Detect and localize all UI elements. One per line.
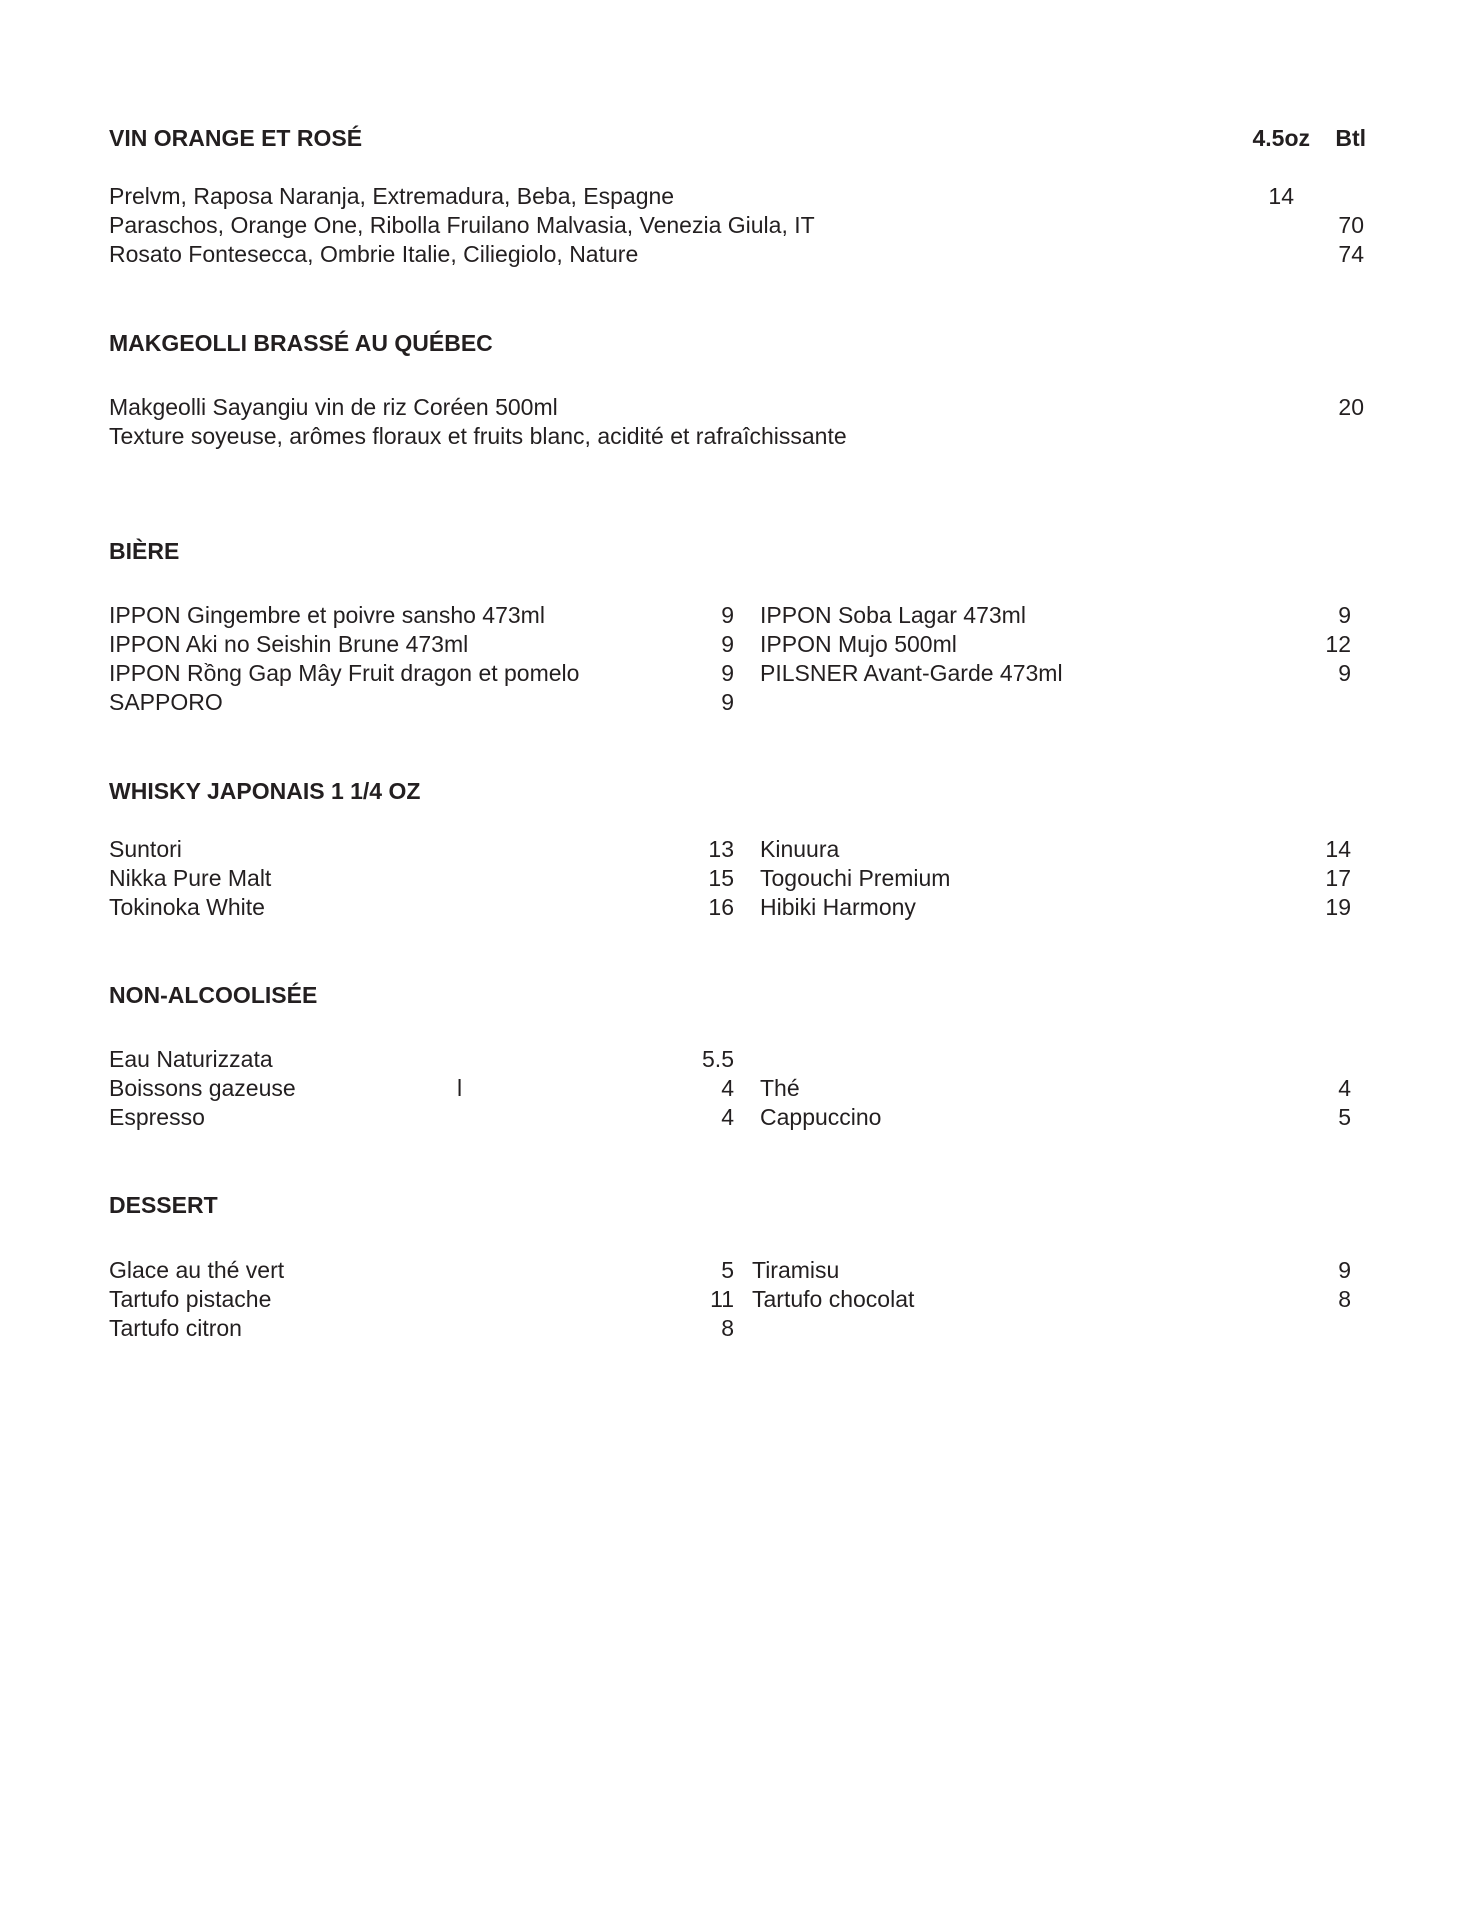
dessert-item-price: 5 [721, 1257, 734, 1283]
wine-item-bottle-price: 70 [1338, 212, 1364, 238]
whisky-item-price: 17 [1325, 865, 1351, 891]
drink-item-price: 4 [721, 1104, 734, 1130]
whisky-item-name: Togouchi Premium [760, 865, 951, 891]
wine-item-bottle-price: 74 [1338, 241, 1364, 267]
beer-item-price: 9 [721, 602, 734, 628]
whisky-item-price: 14 [1325, 836, 1351, 862]
drink-item-name: Boissons gazeuse [109, 1075, 296, 1101]
beer-item-name: IPPON Aki no Seishin Brune 473ml [109, 631, 469, 657]
beer-item-price: 9 [721, 660, 734, 686]
makgeolli-description: Texture soyeuse, arômes floraux et fruits blanc, acidité et rafraîchissante [109, 423, 847, 449]
column-header-bottle: Btl [1335, 125, 1366, 151]
wine-item-name: Paraschos, Orange One, Ribolla Fruilano Malvasia, Venezia Giula, IT [109, 212, 815, 238]
section-heading-dessert: DESSERT [109, 1192, 218, 1218]
beer-item-name: IPPON Rồng Gap Mây Fruit dragon et pomelo [109, 660, 580, 686]
drink-item-name: Espresso [109, 1104, 205, 1130]
whisky-item-price: 15 [708, 865, 734, 891]
beer-item-price: 9 [721, 631, 734, 657]
beer-item-price: 12 [1325, 631, 1351, 657]
section-heading-nonalc: NON-ALCOOLISÉE [109, 982, 318, 1008]
drink-item-price: 4 [721, 1075, 734, 1101]
beer-item-price: 9 [1338, 602, 1351, 628]
section-heading-biere: BIÈRE [109, 538, 180, 564]
whisky-item-price: 16 [708, 894, 734, 920]
drink-item-name: Thé [760, 1075, 800, 1101]
whisky-item-name: Hibiki Harmony [760, 894, 916, 920]
drink-item-price: 4 [1338, 1075, 1351, 1101]
dessert-item-price: 9 [1338, 1257, 1351, 1283]
dessert-item-name: Glace au thé vert [109, 1257, 285, 1283]
section-heading-makgeolli: MAKGEOLLI BRASSÉ AU QUÉBEC [109, 330, 493, 356]
whisky-item-name: Kinuura [760, 836, 840, 862]
drink-item-name: Cappuccino [760, 1104, 882, 1130]
dessert-item-price: 11 [710, 1286, 734, 1312]
makgeolli-name: Makgeolli Sayangiu vin de riz Coréen 500ml [109, 394, 558, 420]
wine-item-glass-price: 14 [1268, 183, 1294, 209]
dessert-item-name: Tiramisu [752, 1257, 840, 1283]
dessert-item-price: 8 [721, 1315, 734, 1341]
column-header-glass: 4.5oz [1252, 125, 1310, 151]
beer-item-price: 9 [721, 689, 734, 715]
wine-item-name: Rosato Fontesecca, Ombrie Italie, Ciliegiolo, Nature [109, 241, 639, 267]
drink-item-name: Eau Naturizzata [109, 1046, 273, 1072]
drink-item-price: 5 [1338, 1104, 1351, 1130]
whisky-item-price: 19 [1325, 894, 1351, 920]
dessert-item-name: Tartufo chocolat [752, 1286, 915, 1312]
dessert-item-name: Tartufo citron [109, 1315, 242, 1341]
whisky-item-name: Nikka Pure Malt [109, 865, 272, 891]
beer-item-name: IPPON Soba Lagar 473ml [760, 602, 1026, 628]
beer-item-name: IPPON Gingembre et poivre sansho 473ml [109, 602, 545, 628]
beer-item-name: PILSNER Avant-Garde 473ml [760, 660, 1063, 686]
drink-item-price: 5.5 [702, 1046, 734, 1072]
beer-item-name: SAPPORO [109, 689, 223, 715]
whisky-item-name: Tokinoka White [109, 894, 265, 920]
whisky-item-price: 13 [708, 836, 734, 862]
makgeolli-price: 20 [1338, 394, 1364, 420]
wine-item-name: Prelvm, Raposa Naranja, Extremadura, Beba, Espagne [109, 183, 675, 209]
section-heading-whisky: WHISKY JAPONAIS 1 1/4 OZ [109, 778, 421, 804]
beer-item-price: 9 [1338, 660, 1351, 686]
section-heading-vin: VIN ORANGE ET ROSÉ [109, 125, 363, 151]
stray-mark: l [457, 1075, 463, 1101]
dessert-item-name: Tartufo pistache [109, 1286, 272, 1312]
whisky-item-name: Suntori [109, 836, 182, 862]
beer-item-name: IPPON Mujo 500ml [760, 631, 957, 657]
dessert-item-price: 8 [1338, 1286, 1351, 1312]
